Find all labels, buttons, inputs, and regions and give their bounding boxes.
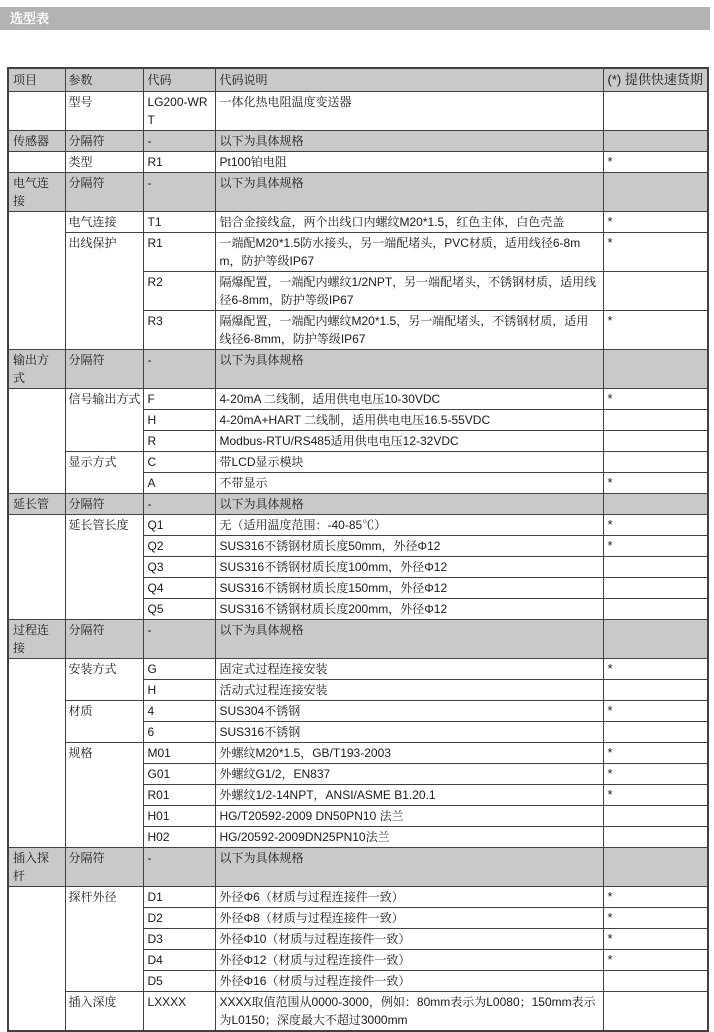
- cell-desc: 4-20mA+HART 二线制，适用供电电压16.5-55VDC: [215, 410, 603, 431]
- fast-delivery-marker: *: [603, 929, 708, 950]
- cell-fast: [603, 494, 708, 515]
- page-title: 选型表: [0, 7, 710, 30]
- cell-desc: HG/20592-2009DN25PN10法兰: [215, 827, 603, 848]
- cell-fast: [603, 173, 708, 212]
- cell-fast: [603, 272, 708, 311]
- cell-desc: 隔爆配置，一端配内螺纹1/2NPT，另一端配堵头，不锈钢材质，适用线径6-8mm，防护等级IP67: [215, 272, 603, 311]
- table-row: [8, 92, 708, 131]
- cell-fast: [603, 722, 708, 743]
- cell-code: R3: [143, 311, 215, 350]
- separator-row: [8, 620, 708, 659]
- cell-code: Q1: [143, 515, 215, 536]
- cell-desc: 带LCD显示模块: [215, 452, 603, 473]
- cell-fast: [603, 350, 708, 389]
- cell-desc: 外径Φ8（材质与过程连接件一致）: [215, 908, 603, 929]
- cell-code: 6: [143, 722, 215, 743]
- cell-desc: 隔爆配置，一端配内螺纹M20*1.5，另一端配堵头，不锈钢材质，适用线径6-8mm，防护等级IP67: [215, 311, 603, 350]
- header-code: 代码: [143, 68, 215, 92]
- separator-row: [8, 494, 708, 515]
- cell-desc: 以下为具体规格: [215, 620, 603, 659]
- cell-param: 安装方式: [65, 659, 143, 701]
- cell-param: 显示方式: [65, 452, 143, 494]
- cell-item: [8, 515, 65, 620]
- cell-fast: [603, 578, 708, 599]
- table-row: [8, 152, 708, 173]
- fast-delivery-marker: *: [603, 659, 708, 680]
- table-row: [8, 389, 708, 410]
- cell-code: -: [143, 848, 215, 887]
- cell-desc: SUS316不锈钢材质长度50mm，外径Φ12: [215, 536, 603, 557]
- cell-param: 分隔符: [65, 350, 143, 389]
- cell-code: H02: [143, 827, 215, 848]
- cell-desc: 固定式过程连接安装: [215, 659, 603, 680]
- header-item: 项目: [8, 68, 65, 92]
- cell-code: C: [143, 452, 215, 473]
- cell-desc: 外螺纹G1/2，EN837: [215, 764, 603, 785]
- fast-delivery-marker: *: [603, 887, 708, 908]
- cell-desc: HG/T20592-2009 DN50PN10 法兰: [215, 806, 603, 827]
- cell-fast: [603, 410, 708, 431]
- cell-param: 分隔符: [65, 494, 143, 515]
- cell-code: D2: [143, 908, 215, 929]
- cell-desc: 铝合金接线盒，两个出线口内螺纹M20*1.5，红色主体，白色壳盖: [215, 212, 603, 233]
- cell-item: 输出方式: [8, 350, 65, 389]
- cell-desc: 不带显示: [215, 473, 603, 494]
- fast-delivery-marker: *: [603, 212, 708, 233]
- cell-code: D1: [143, 887, 215, 908]
- table-row: [8, 887, 708, 908]
- cell-fast: [603, 992, 708, 1032]
- selection-table-body: [8, 92, 708, 1032]
- cell-fast: [603, 971, 708, 992]
- cell-item: 延长管: [8, 494, 65, 515]
- cell-item: [8, 659, 65, 848]
- cell-code: Q3: [143, 557, 215, 578]
- cell-fast: [603, 827, 708, 848]
- cell-fast: [603, 680, 708, 701]
- cell-desc: 一端配M20*1.5防水接头，另一端配堵头，PVC材质，适用线径6-8mm，防护等级IP67: [215, 233, 603, 272]
- cell-desc: 以下为具体规格: [215, 350, 603, 389]
- cell-item: [8, 152, 65, 173]
- cell-item: 电气连接: [8, 173, 65, 212]
- table-row: [8, 212, 708, 233]
- cell-code: R1: [143, 233, 215, 272]
- cell-param: 电气连接: [65, 212, 143, 233]
- cell-desc: 外径Φ12（材质与过程连接件一致）: [215, 950, 603, 971]
- fast-delivery-marker: *: [603, 908, 708, 929]
- cell-item: [8, 389, 65, 494]
- separator-row: [8, 173, 708, 212]
- cell-code: H01: [143, 806, 215, 827]
- cell-desc: SUS316不锈钢: [215, 722, 603, 743]
- cell-desc: 4-20mA 二线制，适用供电电压10-30VDC: [215, 389, 603, 410]
- cell-code: D3: [143, 929, 215, 950]
- cell-item: 过程连接: [8, 620, 65, 659]
- cell-code: Q4: [143, 578, 215, 599]
- cell-code: -: [143, 494, 215, 515]
- cell-fast: [603, 92, 708, 131]
- cell-param: 型号: [65, 92, 143, 131]
- cell-param: 分隔符: [65, 131, 143, 152]
- separator-row: [8, 350, 708, 389]
- table-header-row: [8, 68, 708, 92]
- fast-delivery-marker: *: [603, 743, 708, 764]
- cell-param: 类型: [65, 152, 143, 173]
- cell-code: H: [143, 410, 215, 431]
- cell-desc: 外径Φ16（材质与过程连接件一致）: [215, 971, 603, 992]
- cell-param: 分隔符: [65, 173, 143, 212]
- cell-fast: [603, 620, 708, 659]
- header-param: 参数: [65, 68, 143, 92]
- cell-item: [8, 92, 65, 131]
- cell-code: G01: [143, 764, 215, 785]
- cell-param: 分隔符: [65, 848, 143, 887]
- cell-desc: SUS316不锈钢材质长度100mm，外径Φ12: [215, 557, 603, 578]
- cell-desc: 以下为具体规格: [215, 494, 603, 515]
- cell-item: [8, 887, 65, 1032]
- cell-item: 传感器: [8, 131, 65, 152]
- cell-desc: 以下为具体规格: [215, 131, 603, 152]
- fast-delivery-marker: *: [603, 950, 708, 971]
- cell-code: R2: [143, 272, 215, 311]
- table-row: [8, 515, 708, 536]
- cell-fast: [603, 557, 708, 578]
- cell-code: A: [143, 473, 215, 494]
- cell-param: 延长管长度: [65, 515, 143, 620]
- cell-code: LG200-WRT: [143, 92, 215, 131]
- cell-desc: 以下为具体规格: [215, 848, 603, 887]
- selection-table: [7, 67, 709, 1032]
- cell-code: LXXXX: [143, 992, 215, 1032]
- cell-fast: [603, 131, 708, 152]
- cell-code: M01: [143, 743, 215, 764]
- cell-param: 探杆外径: [65, 887, 143, 992]
- cell-code: Q2: [143, 536, 215, 557]
- cell-desc: 无（适用温度范围：-40-85℃）: [215, 515, 603, 536]
- table-row: [8, 701, 708, 722]
- cell-desc: 活动式过程连接安装: [215, 680, 603, 701]
- cell-code: R01: [143, 785, 215, 806]
- cell-desc: 外螺纹1/2-14NPT，ANSI/ASME B1.20.1: [215, 785, 603, 806]
- cell-desc: XXXX取值范围从0000-3000，例如：80mm表示为L0080；150mm表示为L0150；深度最大不超过3000mm: [215, 992, 603, 1032]
- cell-item: [8, 212, 65, 350]
- cell-desc: SUS316不锈钢材质长度150mm，外径Φ12: [215, 578, 603, 599]
- cell-desc: SUS304不锈钢: [215, 701, 603, 722]
- cell-desc: Pt100铂电阻: [215, 152, 603, 173]
- fast-delivery-marker: *: [603, 701, 708, 722]
- separator-row: [8, 848, 708, 887]
- fast-delivery-marker: *: [603, 233, 708, 272]
- fast-delivery-marker: *: [603, 536, 708, 557]
- separator-row: [8, 131, 708, 152]
- fast-delivery-marker: *: [603, 389, 708, 410]
- fast-delivery-marker: *: [603, 515, 708, 536]
- cell-param: 规格: [65, 743, 143, 848]
- cell-desc: 以下为具体规格: [215, 173, 603, 212]
- table-row: [8, 452, 708, 473]
- table-row: [8, 743, 708, 764]
- cell-fast: [603, 599, 708, 620]
- cell-code: R1: [143, 152, 215, 173]
- cell-code: D4: [143, 950, 215, 971]
- cell-code: H: [143, 680, 215, 701]
- cell-code: -: [143, 620, 215, 659]
- cell-code: -: [143, 173, 215, 212]
- fast-delivery-marker: *: [603, 785, 708, 806]
- cell-code: R: [143, 431, 215, 452]
- fast-delivery-marker: *: [603, 473, 708, 494]
- cell-desc: 外螺纹M20*1.5，GB/T193-2003: [215, 743, 603, 764]
- fast-delivery-marker: *: [603, 311, 708, 350]
- cell-code: -: [143, 131, 215, 152]
- cell-param: 插入深度: [65, 992, 143, 1032]
- cell-desc: SUS316不锈钢材质长度200mm，外径Φ12: [215, 599, 603, 620]
- cell-item: 插入探杆: [8, 848, 65, 887]
- cell-code: Q5: [143, 599, 215, 620]
- cell-fast: [603, 452, 708, 473]
- cell-param: 分隔符: [65, 620, 143, 659]
- cell-code: T1: [143, 212, 215, 233]
- cell-param: 材质: [65, 701, 143, 743]
- fast-delivery-marker: *: [603, 764, 708, 785]
- cell-code: -: [143, 350, 215, 389]
- fast-delivery-marker: *: [603, 152, 708, 173]
- cell-code: G: [143, 659, 215, 680]
- table-row: [8, 992, 708, 1032]
- cell-desc: 一体化热电阻温度变送器: [215, 92, 603, 131]
- cell-param: 出线保护: [65, 233, 143, 350]
- cell-param: 信号输出方式: [65, 389, 143, 452]
- cell-fast: [603, 806, 708, 827]
- cell-fast: [603, 848, 708, 887]
- cell-code: F: [143, 389, 215, 410]
- cell-desc: Modbus-RTU/RS485适用供电电压12-32VDC: [215, 431, 603, 452]
- cell-desc: 外径Φ10（材质与过程连接件一致）: [215, 929, 603, 950]
- header-fast-delivery: (*) 提供快速货期: [603, 68, 708, 92]
- cell-desc: 外径Φ6（材质与过程连接件一致）: [215, 887, 603, 908]
- header-desc: 代码说明: [215, 68, 603, 92]
- cell-code: 4: [143, 701, 215, 722]
- table-row: [8, 233, 708, 272]
- table-row: [8, 659, 708, 680]
- cell-fast: [603, 431, 708, 452]
- cell-code: D5: [143, 971, 215, 992]
